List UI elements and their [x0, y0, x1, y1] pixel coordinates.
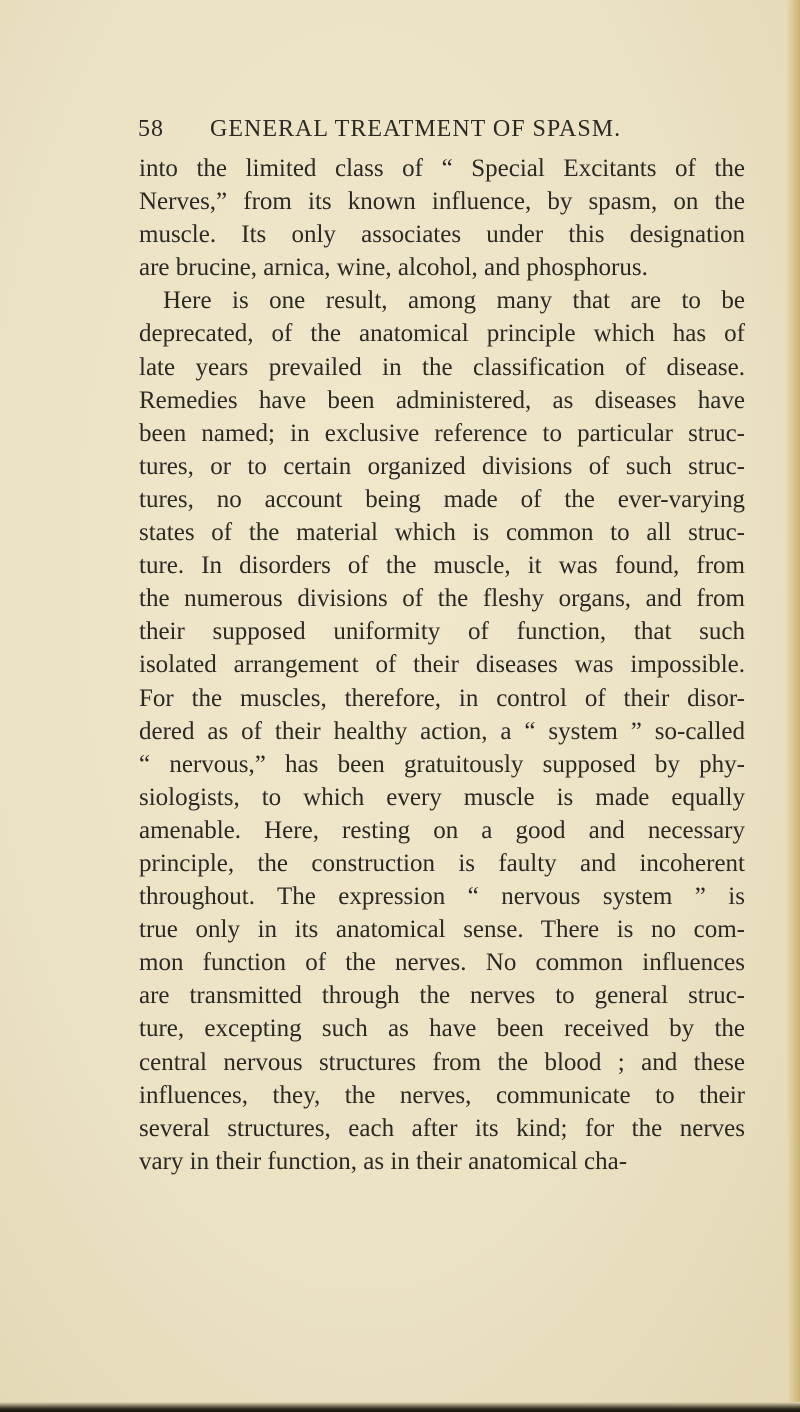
text-line: tures, or to certain organized divisions of such struc-: [139, 452, 745, 480]
text-line: true only in its anatomical sense. There is no com-: [139, 916, 745, 944]
text-line: states of the material which is common to all struc-: [139, 519, 745, 547]
text-line: isolated arrangement of their diseases was impossible.: [139, 651, 745, 679]
text-line: late years prevailed in the classification of disease.: [139, 353, 745, 381]
text-line: ture, excepting such as have been received by the: [139, 1015, 745, 1043]
text-line: ture. In disorders of the muscle, it was found, from: [139, 552, 745, 580]
running-header: [138, 116, 698, 143]
text-line: Nerves,” from its known influence, by spasm, on the: [139, 188, 745, 216]
text-line: central nervous structures from the blood ; and these: [139, 1048, 745, 1076]
page-number: 58: [138, 116, 164, 142]
text-line: several structures, each after its kind; for the nerves: [139, 1114, 745, 1142]
text-line: For the muscles, therefore, in control of their disor-: [139, 684, 745, 712]
text-line: siologists, to which every muscle is made equally: [139, 783, 745, 811]
text-line: tures, no account being made of the ever-varying: [139, 485, 745, 513]
text-line: dered as of their healthy action, a “ system ” so-called: [139, 717, 745, 745]
text-line: the numerous divisions of the fleshy organs, and from: [139, 585, 745, 613]
running-title: GENERAL TREATMENT OF SPASM.: [210, 116, 622, 142]
text-line: into the limited class of “ Special Excitants of the: [139, 155, 745, 182]
text-line: influences, they, the nerves, communicate to their: [139, 1081, 745, 1109]
text-line: been named; in exclusive reference to particular struc-: [139, 419, 745, 447]
text-line: deprecated, of the anatomical principle which has of: [139, 320, 745, 348]
page-edge-right: [786, 0, 800, 1412]
text-line: mon function of the nerves. No common influences: [139, 949, 745, 977]
text-line: muscle. Its only associates under this designation: [139, 221, 745, 249]
text-line: are transmitted through the nerves to general struc-: [139, 982, 745, 1010]
page-edge-bottom: [0, 1402, 800, 1412]
text-line: vary in their function, as in their anatomical cha-: [139, 1147, 628, 1175]
text-line: throughout. The expression “ nervous system ” is: [139, 883, 745, 911]
text-line: “ nervous,” has been gratuitously supposed by phy-: [139, 750, 745, 778]
text-line: Here is one result, among many that are to be: [163, 287, 745, 315]
text-line: amenable. Here, resting on a good and necessary: [139, 816, 745, 844]
body-text: [139, 152, 745, 1178]
text-line: their supposed uniformity of function, that such: [139, 618, 745, 646]
text-line: are brucine, arnica, wine, alcohol, and phosphorus.: [139, 254, 648, 282]
text-line: Remedies have been administered, as diseases have: [139, 386, 745, 414]
text-line: principle, the construction is faulty and incoherent: [139, 849, 745, 877]
